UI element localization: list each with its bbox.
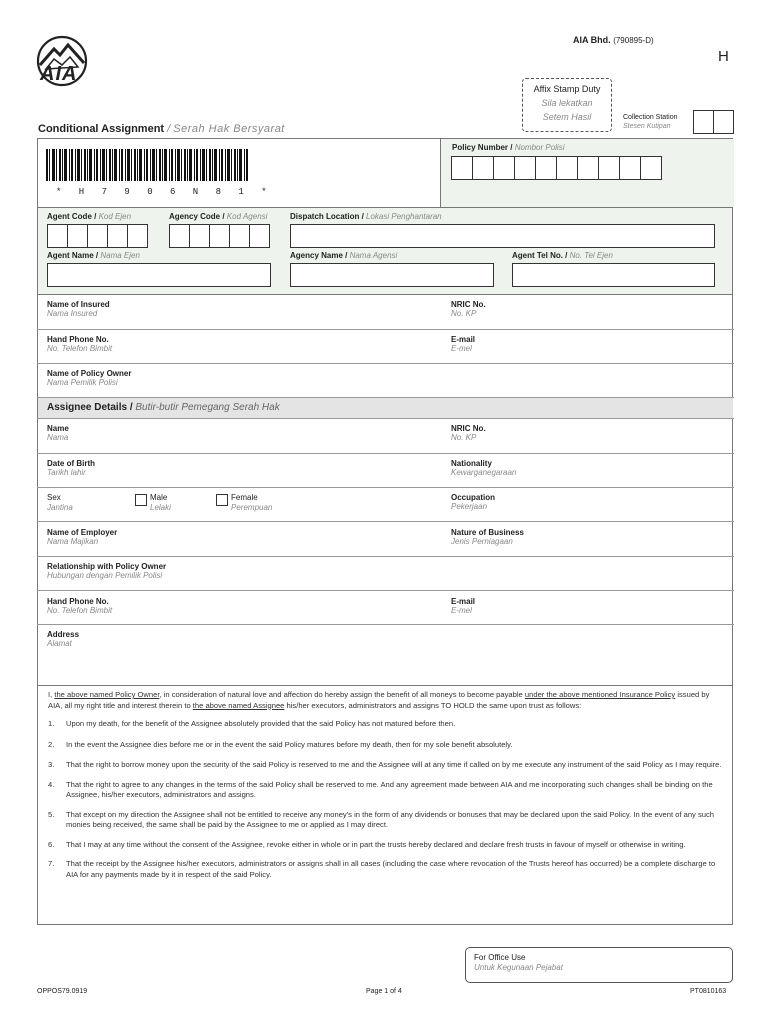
assignee-employer-label: [47, 528, 117, 546]
declaration-p3: issued by AIA, all my right title and interest therein to: [48, 690, 710, 710]
agent-tel-en: Agent Tel No. /: [512, 251, 568, 260]
policy-number-label-en: Policy Number /: [452, 143, 513, 152]
page-title-en: Conditional Assignment: [38, 123, 165, 135]
footer-doc-code: PT0810163: [690, 988, 727, 995]
details-section: [37, 294, 733, 686]
stamp-duty-box: [522, 78, 612, 132]
agency-name-my: Nama Agensi: [347, 251, 398, 260]
declaration-p2: , in consideration of natural love and affection do hereby assign the benefit of all moneys to become payable: [159, 690, 525, 699]
stamp-line-1: Affix Stamp Duty: [533, 84, 601, 94]
male-label-my: Lelaki: [150, 503, 171, 512]
barcode: [46, 149, 273, 197]
assignee-phone-label: [47, 597, 112, 615]
declaration-item: [48, 740, 722, 751]
assignee-relationship-en: Relationship with Policy Owner: [47, 562, 167, 571]
policy-number-label: [452, 143, 564, 153]
assignee-relationship-my: Hubungan dengan Pemilik Polisi: [47, 571, 163, 580]
declaration-item: [48, 780, 722, 801]
policy-owner-en: Name of Policy Owner: [47, 369, 132, 378]
male-label: [150, 493, 171, 512]
page-title: [38, 123, 285, 135]
assignee-employer-my: Nama Majikan: [47, 537, 99, 546]
assignee-sex-label: [47, 493, 73, 512]
insured-name-en: Name of Insured: [47, 300, 110, 309]
assignee-occupation-label: [451, 493, 495, 511]
assignee-email-label: [451, 597, 475, 615]
office-use-my: Untuk Kegunaan Pejabat: [474, 963, 563, 972]
assignee-sex-my: Jantina: [47, 503, 73, 512]
agent-name-label: [47, 251, 140, 261]
agency-code-label: [169, 212, 267, 222]
declaration-item-text: That the receipt by the Assignee his/her executors, administrators or assigns shall in all cases (including the case where revocation of the Trusts hereof has occurred) be a complete discharge to AIA for any payments made by it in respect of the said Policy.: [66, 859, 716, 879]
assignee-business-my: Jenis Perniagaan: [451, 537, 513, 546]
assignee-email-my: E-mel: [451, 606, 472, 615]
assignee-dob-label: [47, 459, 95, 477]
male-label-en: Male: [150, 493, 168, 502]
insured-nric-label: [451, 300, 486, 318]
collection-station-en: Collection Station: [623, 114, 678, 121]
assignee-phone-my: No. Telefon Bimbit: [47, 606, 113, 615]
assignee-name-en: Name: [47, 424, 69, 433]
agent-code-field[interactable]: [47, 224, 148, 248]
assignee-name-label: [47, 424, 69, 442]
office-use-en: For Office Use: [474, 953, 526, 962]
insured-email-my: E-mel: [451, 344, 472, 353]
collection-station-field[interactable]: [693, 110, 734, 134]
insured-name-my: Nama Insured: [47, 309, 98, 318]
declaration-section: [37, 685, 733, 925]
declaration-item-text: That except on my direction the Assignee shall not be entitled to receive any money's in the form of any dividends or bonuses that may be declared upon the said Policy. In the event of any such monies being received, the same shall be paid by the Assignee to me or applied as I may direct.: [66, 809, 715, 829]
agency-name-field[interactable]: [290, 263, 494, 287]
assignee-email-en: E-mail: [451, 597, 476, 606]
collection-station-my: Stesen Kutipan: [623, 123, 671, 130]
declaration-u3: the above named Assignee: [192, 700, 285, 710]
female-label-my: Perempuan: [231, 503, 273, 512]
page-title-sep: /: [164, 123, 174, 135]
assignee-nric-en: NRIC No.: [451, 424, 486, 433]
declaration-item-number: 6.: [48, 839, 55, 849]
declaration-intro: [48, 690, 722, 711]
dispatch-location-my: Lokasi Penghantaran: [363, 212, 442, 221]
insured-email-label: [451, 335, 475, 353]
company-name: AIA Bhd.: [573, 35, 611, 45]
declaration-item: [48, 760, 722, 771]
assignee-address-my: Alamat: [47, 639, 72, 648]
agent-code-label: [47, 212, 131, 222]
assignee-address-en: Address: [47, 630, 80, 639]
assignee-employer-en: Name of Employer: [47, 528, 118, 537]
agency-code-en: Agency Code /: [169, 212, 225, 221]
insured-phone-my: No. Telefon Bimbit: [47, 344, 113, 353]
declaration-item: [48, 719, 722, 730]
agency-name-label: [290, 251, 397, 261]
assignee-nationality-en: Nationality: [451, 459, 492, 468]
footer-form-code: OPPOS79.0919: [37, 988, 88, 995]
female-label-en: Female: [231, 493, 258, 502]
declaration-item-number: 7.: [48, 859, 55, 868]
declaration-item-text: That I may at any time without the consent of the Assignee, revoke either in whole or in part the trusts hereby declared and declare fresh trusts in favour of myself or otherwise in writing.: [66, 839, 686, 849]
company-reg-no: (790895-D): [613, 36, 654, 45]
insured-nric-en: NRIC No.: [451, 300, 486, 309]
declaration-item-text: That the right to agree to any changes in the terms of the said Policy shall be reserved to me. And any agreement made between AIA and me incorporating such changes shall be binding on the Assignee, his/her executors, administrators and assigns.: [66, 779, 713, 799]
declaration-item: [48, 840, 722, 851]
declaration-p4: his/her executors, administrators and assigns TO HOLD the same upon trust as follows:: [284, 700, 582, 710]
assignee-name-my: Nama: [47, 433, 69, 442]
declaration-item-text: In the event the Assignee dies before me or in the event the said Policy matures before my death, then for my sole benefit absolutely.: [66, 739, 513, 749]
agency-code-field[interactable]: [169, 224, 270, 248]
declaration-list: [48, 719, 722, 880]
stamp-line-2: Sila lekatkan: [541, 98, 593, 108]
male-checkbox[interactable]: [135, 494, 147, 506]
assignee-relationship-label: [47, 562, 166, 580]
declaration-item-number: 1.: [48, 719, 55, 728]
declaration-item-text: Upon my death, for the benefit of the Assignee absolutely provided that the said Policy has not matured before then.: [66, 719, 456, 728]
barcode-text: * H 7 9 0 6 N 8 1 *: [56, 187, 273, 197]
assignee-nationality-label: [451, 459, 516, 477]
declaration-item-number: 4.: [48, 779, 55, 789]
dispatch-location-label: [290, 212, 442, 222]
assignee-occupation-my: Pekerjaan: [451, 502, 488, 511]
agent-code-en: Agent Code /: [47, 212, 97, 221]
agency-code-my: Kod Agensi: [224, 212, 268, 221]
female-checkbox[interactable]: [216, 494, 228, 506]
agent-tel-label: [512, 251, 613, 261]
assignee-dob-my: Tarikh lahir: [47, 468, 86, 477]
assignee-sex-en: Sex: [47, 493, 61, 502]
agent-name-my: Nama Ejen: [98, 251, 140, 260]
dispatch-location-en: Dispatch Location /: [290, 212, 364, 221]
assignee-nric-my: No. KP: [451, 433, 477, 442]
assignee-address-label: [47, 630, 79, 648]
female-label: [231, 493, 272, 512]
policy-number-field[interactable]: [451, 156, 662, 180]
declaration-item-text: That the right to borrow money upon the security of the said Policy is reserved to me and the Assignee will at any time if called on by me execute any instrument of the said Policy as I may require.: [66, 760, 722, 769]
footer-page-number: Page 1 of 4: [366, 988, 402, 995]
policy-number-label-my: Nombor Polisi: [512, 143, 565, 152]
declaration-item-number: 3.: [48, 760, 55, 769]
office-use-box: [465, 947, 733, 983]
collection-station-label: [623, 113, 677, 131]
insured-phone-label: [47, 335, 112, 353]
assignee-nationality-my: Kewarganegaraan: [451, 468, 517, 477]
insured-name-label: [47, 300, 110, 318]
declaration-item-number: 5.: [48, 809, 55, 819]
declaration-item: [48, 810, 722, 831]
assignee-nric-label: [451, 424, 486, 442]
declaration-item: [48, 859, 722, 880]
assignee-business-label: [451, 528, 524, 546]
policy-owner-my: Nama Pemilik Polisi: [47, 378, 118, 387]
agent-tel-my: No. Tel Ejen: [567, 251, 613, 260]
form-code: H: [718, 48, 729, 65]
assignee-dob-en: Date of Birth: [47, 459, 95, 468]
agent-code-my: Kod Ejen: [96, 212, 132, 221]
dispatch-location-field[interactable]: [290, 224, 715, 248]
company-line: [573, 35, 654, 46]
agent-name-en: Agent Name /: [47, 251, 99, 260]
declaration-item-number: 2.: [48, 739, 55, 749]
declaration-u2: under the above mentioned Insurance Policy: [524, 690, 676, 699]
declaration-u1: the above named Policy Owner: [54, 690, 160, 699]
assignee-heading-en: Assignee Details /: [47, 402, 133, 413]
declaration-p1: I,: [48, 690, 55, 699]
assignee-phone-en: Hand Phone No.: [47, 597, 109, 606]
logo-text: AIA: [40, 63, 78, 85]
insured-nric-my: No. KP: [451, 309, 477, 318]
stamp-line-3: Setem Hasil: [542, 112, 592, 122]
agency-name-en: Agency Name /: [290, 251, 348, 260]
assignee-heading-my: Butir-butir Pemegang Serah Hak: [132, 402, 280, 413]
insured-email-en: E-mail: [451, 335, 476, 344]
insured-phone-en: Hand Phone No.: [47, 335, 109, 344]
agent-name-field[interactable]: [47, 263, 271, 287]
assignee-business-en: Nature of Business: [451, 528, 524, 537]
assignee-occupation-en: Occupation: [451, 493, 496, 502]
page-title-my: Serah Hak Bersyarat: [173, 123, 285, 135]
assignee-heading: [47, 402, 280, 413]
agent-tel-field[interactable]: [512, 263, 715, 287]
aia-logo: [36, 35, 88, 87]
policy-owner-label: [47, 369, 131, 387]
